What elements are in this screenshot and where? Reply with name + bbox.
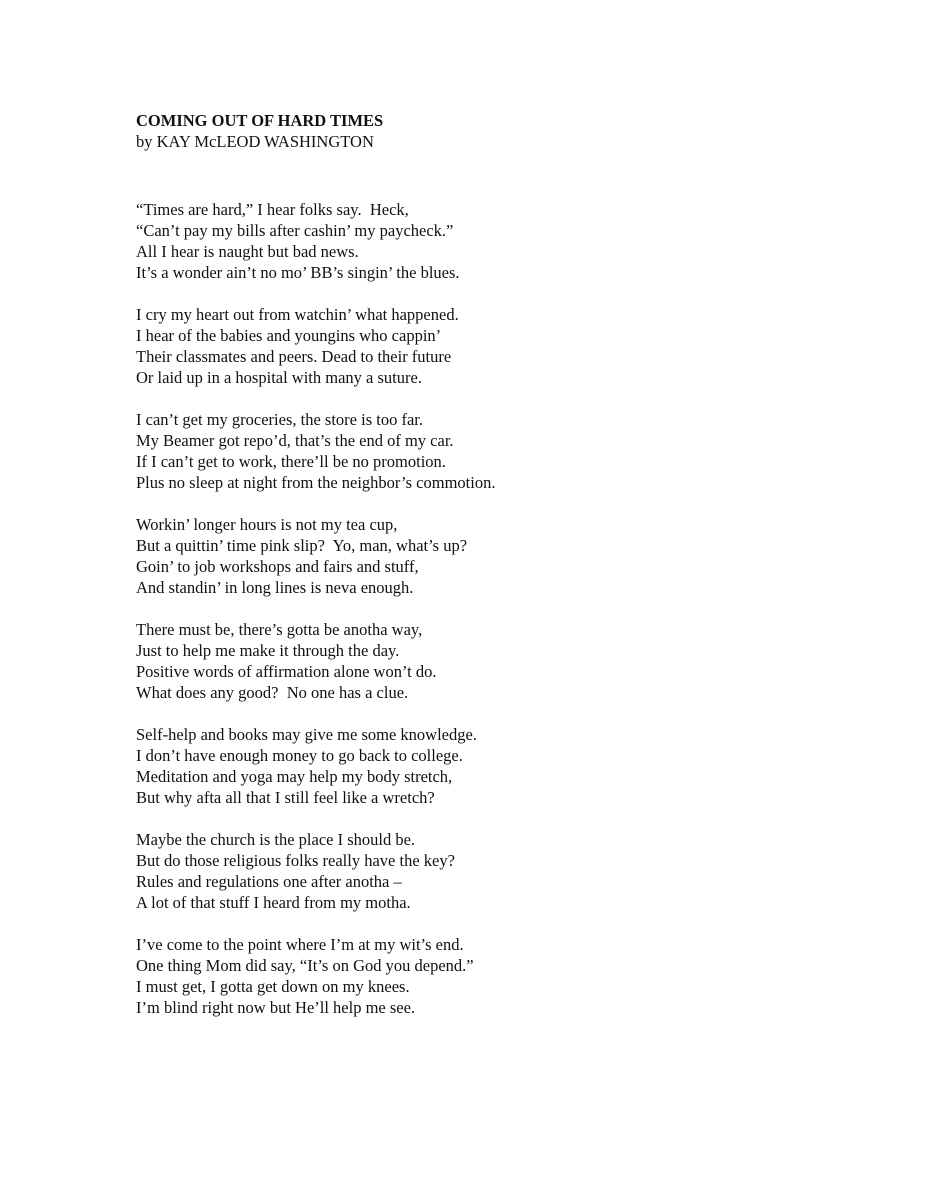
poem-line: Self-help and books may give me some knowledge. (136, 725, 477, 744)
poem-line: It’s a wonder ain’t no mo’ BB’s singin’ the blues. (136, 263, 460, 282)
poem-line: Workin’ longer hours is not my tea cup, (136, 515, 398, 534)
poem-line: I’ve come to the point where I’m at my wit’s end. (136, 935, 464, 954)
poem-line: Meditation and yoga may help my body stretch, (136, 767, 453, 786)
poem-line: My Beamer got repo’d, that’s the end of my car. (136, 431, 454, 450)
document-page (136, 110, 836, 1039)
poem-line: Goin’ to job workshops and fairs and stuff, (136, 557, 419, 576)
poem-line: But a quittin’ time pink slip? Yo, man, what’s up? (136, 536, 468, 555)
stanza (136, 409, 836, 493)
poem-line: “Times are hard,” I hear folks say. Heck, (136, 200, 409, 219)
poem-line: There must be, there’s gotta be anotha way, (136, 620, 423, 639)
poem-line: I cry my heart out from watchin’ what happened. (136, 305, 459, 324)
poem-byline: by KAY McLEOD WASHINGTON (136, 132, 374, 151)
stanza (136, 619, 836, 703)
poem-line: And standin’ in long lines is neva enough. (136, 578, 414, 597)
stanza (136, 304, 836, 388)
poem-line: Rules and regulations one after anotha – (136, 872, 402, 891)
poem-line: One thing Mom did say, “It’s on God you depend.” (136, 956, 474, 975)
stanza (136, 934, 836, 1018)
stanza (136, 514, 836, 598)
poem-line: But why afta all that I still feel like a wretch? (136, 788, 435, 807)
poem-title: COMING OUT OF HARD TIMES (136, 111, 384, 130)
poem-line: But do those religious folks really have the key? (136, 851, 455, 870)
stanza (136, 199, 836, 283)
poem-line: I must get, I gotta get down on my knees. (136, 977, 410, 996)
poem-line: If I can’t get to work, there’ll be no promotion. (136, 452, 446, 471)
poem-line: I don’t have enough money to go back to college. (136, 746, 463, 765)
poem-body (136, 199, 836, 1018)
poem-line: I can’t get my groceries, the store is too far. (136, 410, 423, 429)
poem-line: Just to help me make it through the day. (136, 641, 400, 660)
poem-line: Maybe the church is the place I should be. (136, 830, 416, 849)
poem-line: What does any good? No one has a clue. (136, 683, 409, 702)
poem-line: Their classmates and peers. Dead to their future (136, 347, 452, 366)
poem-line: I hear of the babies and youngins who cappin’ (136, 326, 442, 345)
stanza (136, 724, 836, 808)
poem-line: Positive words of affirmation alone won’t do. (136, 662, 437, 681)
poem-line: Or laid up in a hospital with many a suture. (136, 368, 422, 387)
poem-line: All I hear is naught but bad news. (136, 242, 359, 261)
poem-line: A lot of that stuff I heard from my motha. (136, 893, 411, 912)
stanza (136, 829, 836, 913)
poem-line: I’m blind right now but He’ll help me see. (136, 998, 416, 1017)
poem-line: “Can’t pay my bills after cashin’ my paycheck.” (136, 221, 454, 240)
poem-line: Plus no sleep at night from the neighbor’s commotion. (136, 473, 496, 492)
